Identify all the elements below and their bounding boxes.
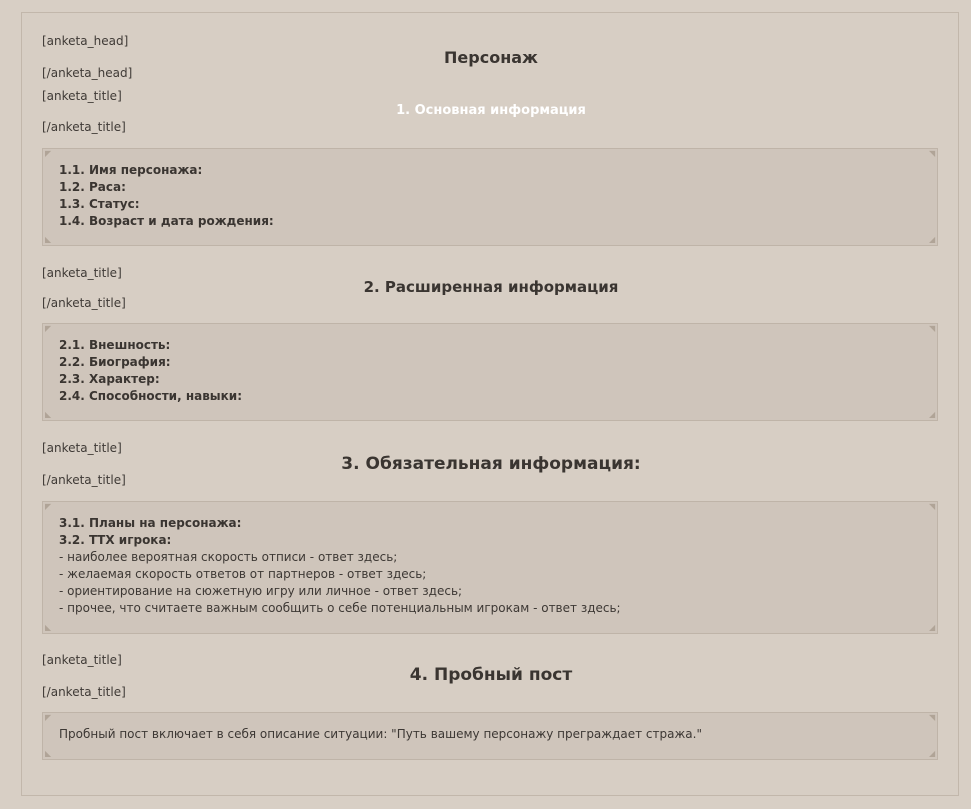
corner-ornament-icon: ◤ — [45, 713, 52, 722]
corner-ornament-icon: ◣ — [45, 749, 52, 758]
corner-ornament-icon: ◤ — [45, 149, 52, 158]
page-title: Персонаж — [444, 48, 538, 67]
anketa-title-close-tag: [/anketa_title] — [42, 685, 126, 699]
anketa-title-close-tag: [/anketa_title] — [42, 473, 126, 487]
corner-ornament-icon: ◥ — [929, 149, 936, 158]
corner-ornament-icon: ◢ — [929, 410, 936, 419]
section-3-title: 3. Обязательная информация: — [341, 454, 641, 474]
list-item: - наиболее вероятная скорость отписи - ответ здесь; — [59, 550, 398, 564]
section-3-box — [42, 501, 938, 634]
list-item: - желаемая скорость ответов от партнеров - ответ здесь; — [59, 567, 427, 581]
field-status: 1.3. Статус: — [59, 197, 140, 211]
corner-ornament-icon: ◥ — [929, 502, 936, 511]
section-1-box — [42, 148, 938, 246]
anketa-title-close-tag: [/anketa_title] — [42, 120, 126, 134]
field-plans: 3.1. Планы на персонажа: — [59, 516, 242, 530]
field-age: 1.4. Возраст и дата рождения: — [59, 214, 274, 228]
list-item: - ориентирование на сюжетную игру или личное - ответ здесь; — [59, 584, 463, 598]
anketa-title-open-tag: [anketa_title] — [42, 653, 122, 667]
trial-post-text: Пробный пост включает в себя описание ситуации: "Путь вашему персонажу преграждает стража." — [59, 727, 702, 741]
corner-ornament-icon: ◢ — [929, 623, 936, 632]
anketa-title-open-tag: [anketa_title] — [42, 89, 122, 103]
section-4-box — [42, 712, 938, 760]
list-item: - прочее, что считаете важным сообщить о себе потенциальным игрокам - ответ здесь; — [59, 601, 621, 615]
field-race: 1.2. Раса: — [59, 180, 126, 194]
anketa-title-open-tag: [anketa_title] — [42, 266, 122, 280]
field-character: 2.3. Характер: — [59, 372, 160, 386]
anketa-container — [21, 12, 959, 796]
anketa-head-open-tag: [anketa_head] — [42, 34, 129, 48]
corner-ornament-icon: ◤ — [45, 502, 52, 511]
anketa-title-open-tag: [anketa_title] — [42, 441, 122, 455]
section-2-title: 2. Расширенная информация — [363, 278, 619, 296]
anketa-title-close-tag: [/anketa_title] — [42, 296, 126, 310]
corner-ornament-icon: ◢ — [929, 749, 936, 758]
corner-ornament-icon: ◢ — [929, 235, 936, 244]
corner-ornament-icon: ◥ — [929, 713, 936, 722]
corner-ornament-icon: ◣ — [45, 623, 52, 632]
section-1-title: 1. Основная информация — [396, 103, 586, 118]
corner-ornament-icon: ◥ — [929, 324, 936, 333]
field-appearance: 2.1. Внешность: — [59, 338, 171, 352]
field-abilities: 2.4. Способности, навыки: — [59, 389, 243, 403]
section-4-title: 4. Пробный пост — [409, 665, 573, 685]
corner-ornament-icon: ◣ — [45, 410, 52, 419]
field-player-specs: 3.2. ТТХ игрока: — [59, 533, 172, 547]
anketa-head-close-tag: [/anketa_head] — [42, 66, 133, 80]
corner-ornament-icon: ◣ — [45, 235, 52, 244]
section-2-box — [42, 323, 938, 421]
field-biography: 2.2. Биография: — [59, 355, 171, 369]
field-name: 1.1. Имя персонажа: — [59, 163, 203, 177]
corner-ornament-icon: ◤ — [45, 324, 52, 333]
